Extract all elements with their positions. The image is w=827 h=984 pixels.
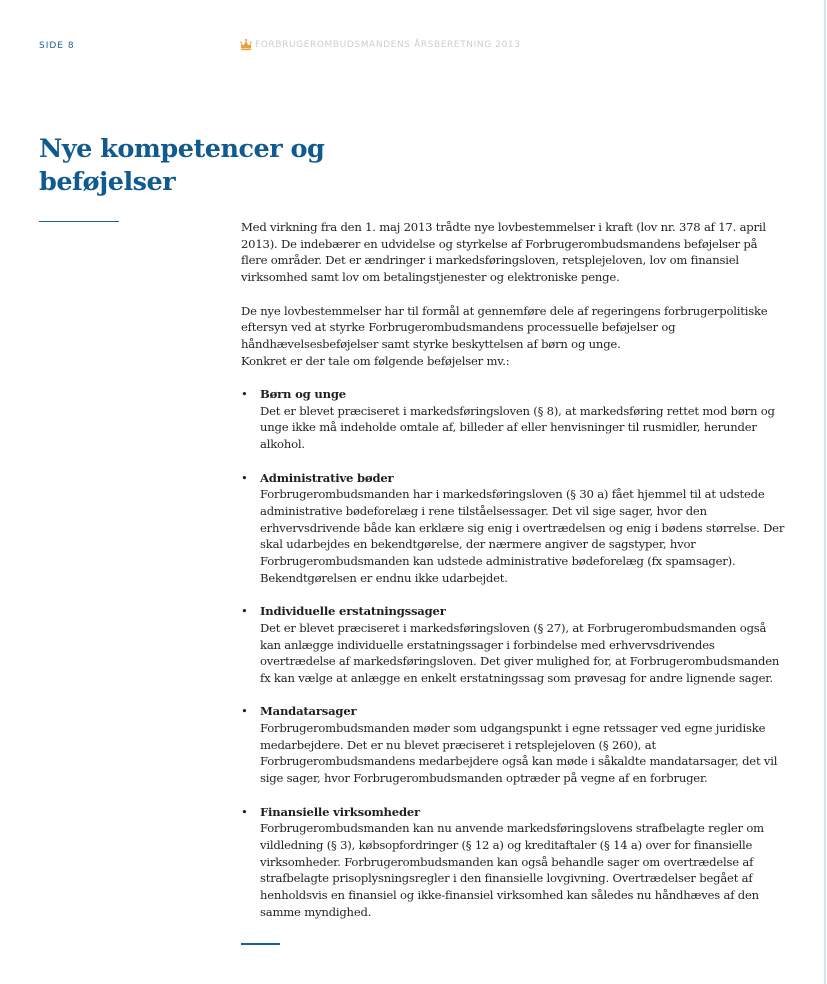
list-item-text: Forbrugerombudsmanden har i markedsføringsloven (§ 30 a) fået hjemmel til at udstede administrative bødeforelæg i rene tilståelsessager. Det vil sige sager, hvor den erhvervsdrivende både kan erklære sig enig i overtrædelsen og enig i bødens størrelse. Der skal udarbejdes en bekendtgørelse, der nærmere angiver de sagstyper, hvor Forbrugerombudsmanden kan udstede administrative bødeforelæg (fx spamsager). Bekendtgørelsen er endnu ikke udarbejdet. — [260, 487, 785, 585]
page-edge-rule — [824, 0, 826, 984]
running-header-title: FORBRUGEROMBUDSMANDENS ÅRSBERETNING 2013 — [255, 39, 521, 50]
list-item-individuelle-erstatningssager — [241, 603, 786, 687]
crown-icon — [240, 38, 252, 51]
bullet-icon: • — [241, 804, 248, 819]
list-item-text: Forbrugerombudsmanden kan nu anvende markedsføringslovens strafbelagte regler om vildledning (§ 3), købsopfordringer (§ 12 a) og kreditaftaler (§ 14 a) over for finansielle virksomheder. Forbrugerombudsmanden kan også behandle sager om overtrædelse af strafbelagte prisoplysningsregler i den finansielle lovgivning. Overtrædelser begået af henholdsvis en finansiel og ikke-finansiel virksomhed kan således nu håndhæves af den samme myndighed. — [260, 821, 764, 919]
list-item-title: Mandatarsager — [260, 704, 357, 719]
list-item-mandatarsager — [241, 703, 786, 787]
end-of-section-rule — [241, 943, 280, 945]
list-item-title: Finansielle virksomheder — [260, 804, 420, 819]
list-item-text: Det er blevet præciseret i markedsføringsloven (§ 27), at Forbrugerombudsmanden også kan anlægge individuelle erstatningssager i forbindelse med erhvervsdrivendes overtrædelse af markedsføringsloven. Det giver mulighed for, at Forbrugerombudsmanden fx kan vælge at anlægge en enkelt erstatningssag som prøvesag for andre lignende sager. — [260, 620, 780, 685]
list-item-finansielle-virksomheder — [241, 804, 786, 921]
bullet-icon: • — [241, 470, 248, 485]
article-body — [241, 219, 786, 920]
list-item-boern-og-unge — [241, 386, 786, 453]
list-item-administrative-boeder — [241, 470, 786, 587]
page-number: SIDE 8 — [39, 41, 75, 51]
list-item-text: Det er blevet præciseret i markedsføringsloven (§ 8), at markedsføring rettet mod børn og unge ikke må indeholde omtale af, billeder af eller henvisninger til rusmidler, herunder alkohol. — [260, 403, 775, 452]
list-item-title: Individuelle erstatningssager — [260, 604, 446, 619]
list-item-title: Administrative bøder — [260, 470, 394, 485]
list-item-title: Børn og unge — [260, 387, 346, 401]
intro-paragraph-2: De nye lovbestemmelser har til formål at gennemføre dele af regeringens forbrugerpolitiske eftersyn ved at styrke Forbrugerombudsmandens processuelle beføjelser og håndhævelsesbeføjelser samt styrke beskyttelsen af børn og unge. — [241, 303, 768, 351]
title-underline — [39, 221, 119, 222]
list-intro: Konkret er der tale om følgende beføjelser mv.: — [241, 353, 510, 368]
bullet-icon: • — [241, 704, 248, 719]
bullet-icon: • — [241, 604, 248, 619]
intro-paragraph-1: Med virkning fra den 1. maj 2013 trådte nye lovbestemmelser i kraft (lov nr. 378 af 17. april 2013). De indebærer en udvidelse og styrkelse af Forbrugerombudsmandens beføjelser på flere områder. Det er ændringer i markedsføringsloven, retsplejeloven, lov om finansiel virksomhed samt lov om betalingstjenester og elektroniske penge. — [241, 220, 766, 285]
bullet-icon: • — [241, 387, 248, 401]
list-item-text: Forbrugerombudsmanden møder som udgangspunkt i egne retssager ved egne juridiske medarbejdere. Det er nu blevet præciseret i retsplejeloven (§ 260), at Forbrugerombudsmandens medarbejdere også kan møde i såkaldte mandatarsager, det vil sige sager, hvor Forbrugerombudsmanden optræder på vegne af en forbruger. — [260, 721, 778, 786]
running-header — [240, 38, 521, 51]
page-title: Nye kompetencer og beføjelser — [39, 134, 325, 197]
powers-list — [241, 386, 786, 920]
